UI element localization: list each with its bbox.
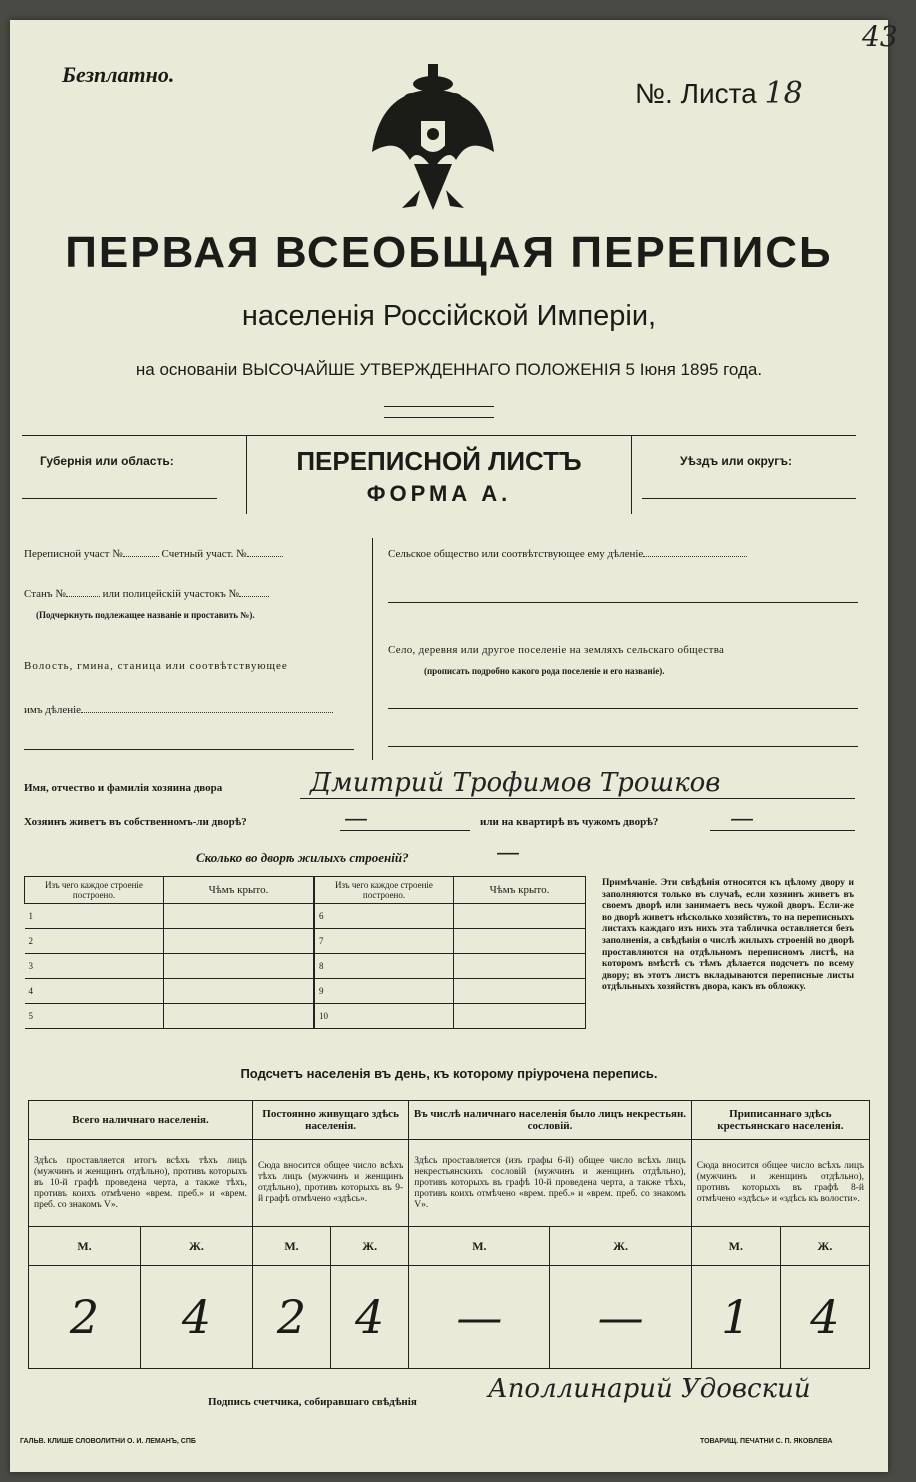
form-title-line2: ФОРМА А. (366, 481, 512, 506)
sheet-number-value: 18 (764, 76, 803, 111)
table-row: 5 (25, 1004, 314, 1029)
how-many-label: Сколько во дворѣ жилыхъ строеній? (196, 850, 409, 865)
form-title (246, 435, 632, 514)
houses-col-built-right: Изъ чего каждое строеніе построено. (315, 877, 454, 904)
count-col1-desc: Здѣсь проставляется итогъ всѣхъ тѣхъ лицъ (мужчинъ и женщинъ отдѣльно), противъ которыхъ въ 10-й графѣ проведена черта, а также тѣхъ, противъ коихъ отмѣчено «врем. преб.» и «врем. преб. со знакомъ V». (29, 1140, 253, 1227)
count-m-label: М. (252, 1227, 330, 1266)
count-col3-desc: Здѣсь проставляется (изъ графы 6-й) общее число всѣхъ лицъ некрестьянскихъ сословій (мужчинъ и женщинъ отдѣльно), противъ которыхъ въ графѣ 10-й проведена черта, а также тѣхъ, противъ коихъ отмѣчено «врем. преб.» и «врем. преб. со знакомъ V». (409, 1140, 692, 1227)
count-f-label: Ж. (331, 1227, 409, 1266)
table-row: 8 (315, 954, 586, 979)
count-table (28, 1100, 870, 1369)
note-text: Примѣчаніе. Эти свѣдѣнія относятся къ цѣлому двору и заполняются только въ случаѣ, если хозяинъ живетъ въ своемъ дворѣ или занимаетъ весь чужой дворъ. Если-же во дворѣ живетъ нѣсколько хозяйствъ, то на переписныхъ листахъ каждаго изъ нихъ эта табличка оставляется безъ заполненія, а свѣдѣнія о числѣ жилыхъ строеній во дворѣ проставляются на отдѣльномъ переписномъ листѣ, на которомъ вмѣстѣ съ тѣмъ дѣлается подсчетъ по всему двору; въ этотъ листъ вкладываются переписные листы отдѣльныхъ хозяйствъ двора, какъ въ обложку. (602, 878, 854, 993)
fields-divider (372, 538, 373, 760)
count-col4-female: 4 (780, 1266, 869, 1369)
uezd-label: Уѣздъ или округъ: (680, 454, 793, 468)
count-m-label: М. (409, 1227, 550, 1266)
table-row: 6 (315, 904, 586, 929)
houses-col-roof-right: Чѣмъ крыто. (454, 877, 586, 904)
corner-number: 43 (862, 20, 898, 53)
count-col1-header: Всего наличнаго населенія. (29, 1101, 253, 1140)
field-selo: Село, деревня или другое поселеніе на земляхъ сельскаго общества (388, 644, 725, 656)
count-col3-female: — (550, 1266, 691, 1369)
census-sheet (10, 20, 898, 1472)
table-row: 7 (315, 929, 586, 954)
title-sub: населенія Россійской Имперіи, (241, 300, 657, 332)
guberniya-label: Губернія или область: (40, 454, 174, 468)
field-stan: Станъ № или полицейскій участокъ № (24, 588, 269, 601)
sheet-number (635, 76, 803, 111)
count-col4-desc: Сюда вносится общее число всѣхъ лицъ (мужчинъ и женщинъ отдѣльно), противъ которыхъ въ графѣ 8-й отмѣчено «здѣсь» и «здѣсь къ волости». (691, 1140, 869, 1227)
how-many-value: — (496, 838, 520, 866)
or-rent-value: — (730, 804, 754, 832)
table-row: 3 (25, 954, 314, 979)
field-im-delenie: имъ дѣленіе (24, 704, 333, 717)
table-row: 9 (315, 979, 586, 1004)
count-col3-header: Въ числѣ наличнаго населенія было лицъ некрестьян. сословій. (409, 1101, 692, 1140)
count-col3-male: — (409, 1266, 550, 1369)
title-basis: на основаніи ВЫСОЧАЙШЕ УТВЕРЖДЕННАГО ПОЛОЖЕНІЯ 5 Іюня 1895 года. (135, 360, 763, 379)
form-title-line1: ПЕРЕПИСНОЙ ЛИСТЪ (296, 446, 582, 476)
owner-label: Имя, отчество и фамилія хозяина двора (24, 782, 223, 794)
count-f-label: Ж. (140, 1227, 252, 1266)
houses-table-left (24, 876, 314, 1029)
count-col4-male: 1 (691, 1266, 780, 1369)
lives-own-label: Хозяинъ живетъ въ собственномъ-ли дворѣ? (24, 816, 247, 828)
count-col1-female: 4 (140, 1266, 252, 1369)
count-col1-male: 2 (29, 1266, 141, 1369)
count-col2-header: Постоянно живущаго здѣсь населенія. (252, 1101, 408, 1140)
footer-left: ГАЛЬВ. КЛИШЕ СЛОВОЛИТНИ О. И. ЛЕМАНЪ, СПБ (20, 1438, 196, 1445)
double-headed-eagle-emblem (372, 60, 494, 210)
count-m-label: М. (29, 1227, 141, 1266)
owner-value: Дмитрий Трофимов Трошков (310, 768, 721, 798)
title-main: ПЕРВАЯ ВСЕОБЩАЯ ПЕРЕПИСЬ (65, 228, 833, 277)
field-uchast: Переписной участ № Счетный участ. № (24, 548, 283, 561)
ornament-divider (384, 406, 494, 418)
houses-table-right (314, 876, 586, 1029)
table-row: 1 (25, 904, 314, 929)
field-selo-note: (прописать подробно какого рода поселеніе и его названіе). (424, 666, 665, 676)
table-row: 10 (315, 1004, 586, 1029)
table-row: 4 (25, 979, 314, 1004)
footer-right: ТОВАРИЩ. ПЕЧАТНИ С. П. ЯКОВЛЕВА (700, 1438, 833, 1445)
count-col2-male: 2 (252, 1266, 330, 1369)
count-col2-female: 4 (331, 1266, 409, 1369)
free-label: Безплатно. (62, 62, 175, 87)
or-rent-label: или на квартирѣ въ чужомъ дворѣ? (480, 816, 659, 828)
count-f-label: Ж. (780, 1227, 869, 1266)
field-volost: Волость, гмина, станица или соотвѣтствующее (24, 660, 288, 672)
signature-value: Аполлинарий Удовский (488, 1374, 811, 1404)
sheet-number-label: №. Листа (635, 78, 757, 109)
count-col2-desc: Сюда вносится общее число всѣхъ тѣхъ лицъ (мужчинъ и женщинъ отдѣльно), противъ которыхъ въ 9-й графѣ отмѣчено «здѣсь». (252, 1140, 408, 1227)
field-selskoe: Сельское общество или соотвѣтствующее ему дѣленіе (388, 548, 747, 561)
houses-col-built: Изъ чего каждое строеніе построено. (25, 877, 164, 904)
table-row: 2 (25, 929, 314, 954)
signature-label: Подпись счетчика, собиравшаго свѣдѣнія (208, 1396, 417, 1408)
count-f-label: Ж. (550, 1227, 691, 1266)
lives-own-value: — (344, 804, 368, 832)
count-m-label: М. (691, 1227, 780, 1266)
count-col4-header: Приписаннаго здѣсь крестьянскаго населенія. (691, 1101, 869, 1140)
houses-col-roof: Чѣмъ крыто. (164, 877, 314, 904)
field-underline-note: (Подчеркнуть подлежащее названіе и проставить №). (36, 610, 255, 620)
count-title: Подсчетъ населенія въ день, къ которому пріурочена перепись. (240, 1066, 658, 1081)
